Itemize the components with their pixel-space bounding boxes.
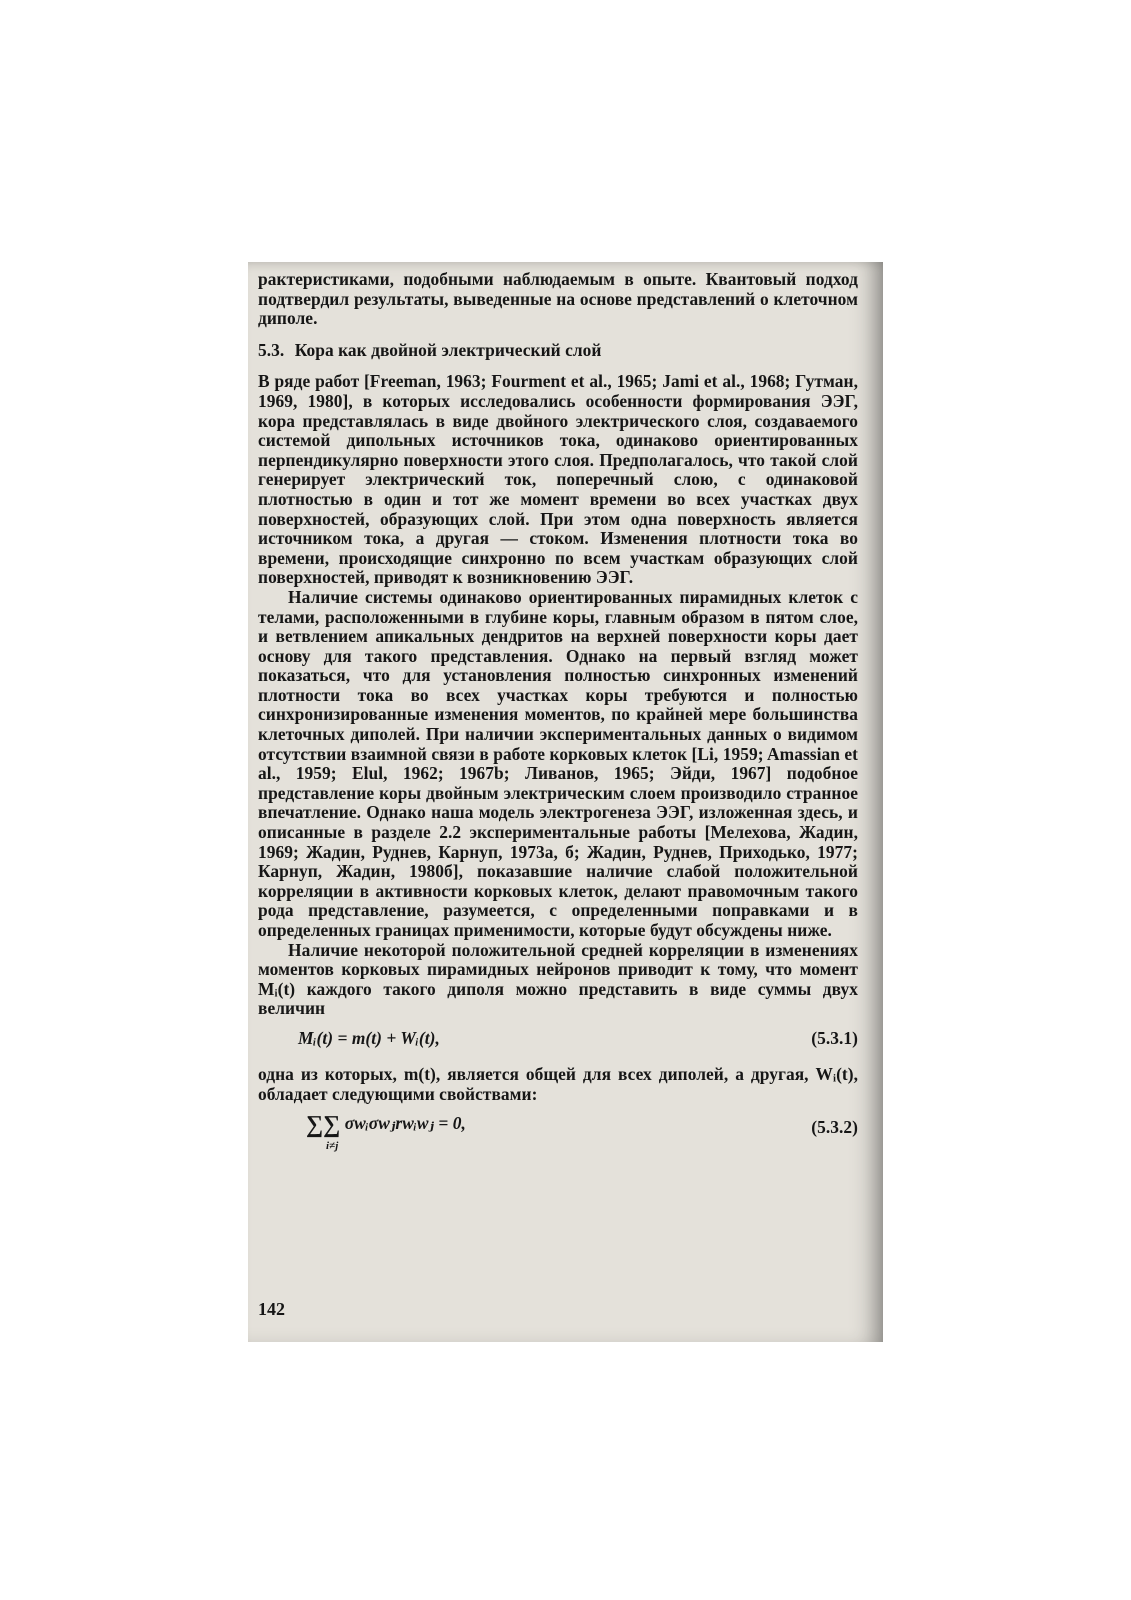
formula-5-3-2: [258, 1114, 858, 1158]
sum-subscript: i≠j: [326, 1140, 339, 1153]
page-number: 142: [258, 1299, 285, 1319]
formula-number: (5.3.2): [811, 1117, 858, 1138]
paragraph-1: В ряде работ [Freeman, 1963; Fourment et al., 1965; Jami et al., 1968; Гутман, 1969, 1980], в которых исследовались особенности формирования ЭЭГ, кора представлялась в виде двойного электрического слоя, создаваемого системой дипольных источников тока, одинаково ориентированных перпендикулярно поверхности этого слоя. Предполагалось, что такой слой генерирует электрический ток, поперечный слою, с одинаковой плотностью в один и тот же момент времени во всех участках двух поверхностей, образующих слой. При этом одна поверхность является источником тока, а другая — стоком. Изменения плотности тока во времени, происходящие синхронно по всем участкам образующих слой поверхностей, приводят к возникновению ЭЭГ.: [258, 371, 858, 588]
paragraph-4: одна из которых, m(t), является общей для всех диполей, а другая, Wᵢ(t), обладает следующими свойствами:: [258, 1063, 858, 1104]
section-title: Кора как двойной электрический слой: [294, 339, 602, 360]
intro-paragraph: рактеристиками, подобными наблюдаемым в опыте. Квантовый подход подтвердил результаты, выведенные на основе представлений о клеточном диполе.: [258, 269, 858, 329]
scanned-page: [248, 262, 883, 1342]
formula-sum: [306, 1112, 466, 1153]
sum-symbol: ∑∑: [306, 1112, 341, 1139]
section-heading: [258, 341, 858, 361]
formula-expression: σwᵢσwⱼrwᵢwⱼ = 0,: [344, 1113, 466, 1134]
page-body: [258, 270, 858, 1158]
formula-number: (5.3.1): [811, 1027, 858, 1048]
paragraph-3: Наличие некоторой положительной средней корреляции в изменениях моментов корковых пирамидных нейронов приводит к тому, что момент Mᵢ(t) каждого такого диполя можно представить в виде суммы двух величин: [258, 939, 858, 1019]
paragraph-2: Наличие системы одинаково ориентированных пирамидных клеток с телами, расположенными в глубине коры, главным образом в пятом слое, и ветвлением апикальных дендритов на верхней поверхности коры дает основу для такого представления. Однако на первый взгляд может показаться, что для установления полностью синхронных изменений плотности тока во всех участках коры требуются и полностью синхронизированные изменения моментов, по крайней мере большинства клеточных диполей. При наличии экспериментальных данных о видимом отсутствии взаимной связи в работе корковых клеток [Li, 1959; Amassian et al., 1959; Elul, 1962; 1967b; Ливанов, 1965; Эйди, 1967] подобное представление коры двойным электрическим слоем производило странное впечатление. Однако наша модель электрогенеза ЭЭГ, изложенная здесь, и описанные в разделе 2.2 экспериментальные работы [Мелехова, Жадин, 1969; Жадин, Руднев, Карнуп, 1973а, б; Жадин, Руднев, Приходько, 1977; Карнуп, Жадин, 1980б], показавшие наличие слабой положительной корреляции в активности корковых клеток, делают правомочным такого рода представление, разумеется, с определенными поправками и в определенных границах применимости, которые будут обсуждены ниже.: [258, 586, 858, 940]
section-number: 5.3.: [258, 339, 285, 360]
formula-expression: Mᵢ(t) = m(t) + Wᵢ(t),: [298, 1027, 440, 1048]
formula-5-3-1: [258, 1023, 858, 1053]
